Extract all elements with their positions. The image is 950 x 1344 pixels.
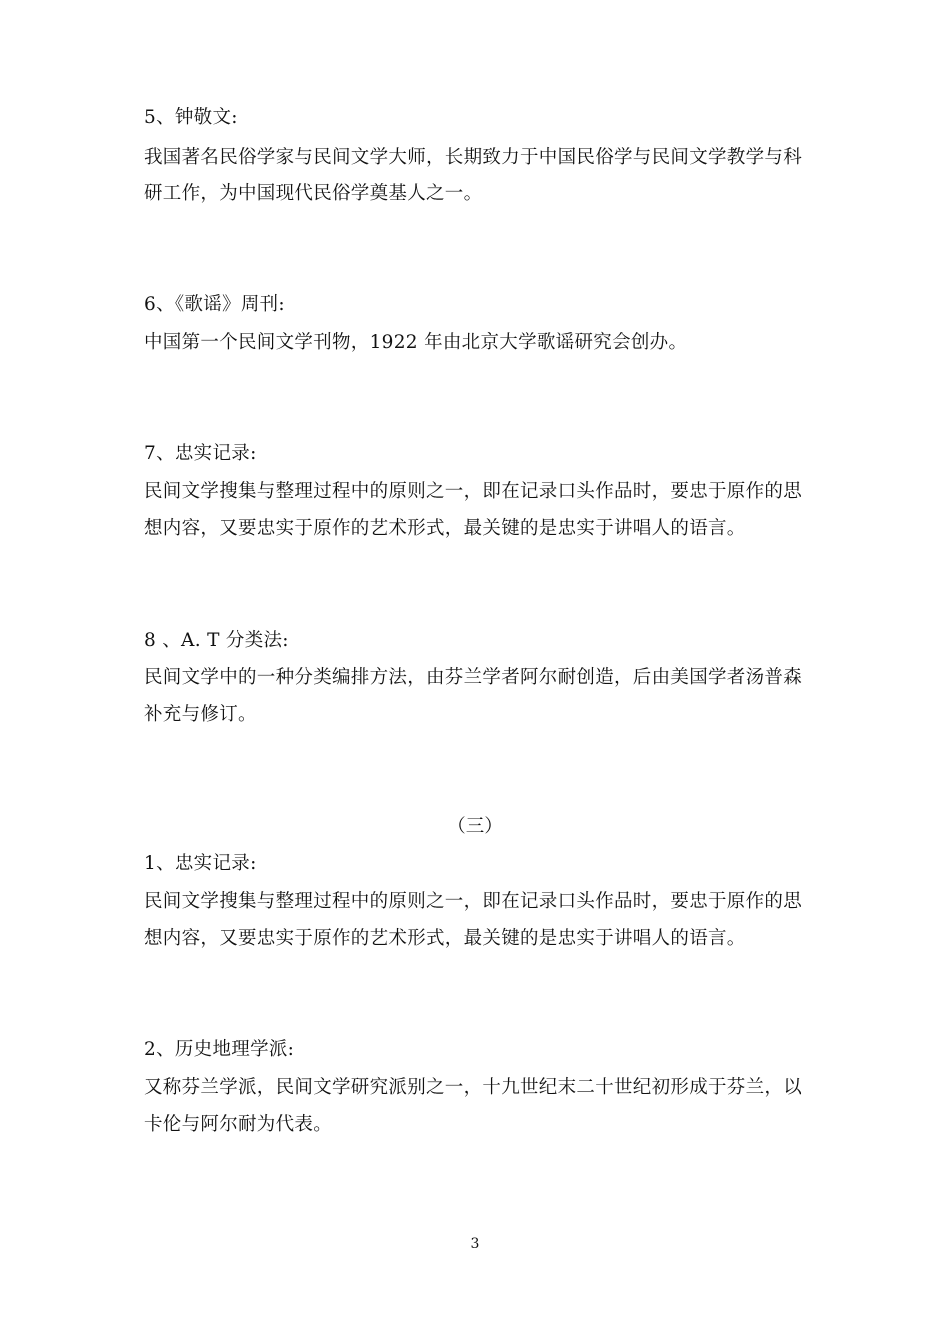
entry-text: 又称芬兰学派，民间文学研究派别之一，十九世纪末二十世纪初形成于芬兰，以 — [144, 1077, 803, 1098]
entry-text: 卡伦与阿尔耐为代表。 — [144, 1114, 333, 1135]
entry-text: 想内容，又要忠实于原作的艺术形式，最关键的是忠实于讲唱人的语言。 — [144, 928, 746, 949]
entry-text: 想内容，又要忠实于原作的艺术形式，最关键的是忠实于讲唱人的语言。 — [144, 518, 746, 539]
entry-heading: 1、忠实记录: — [144, 853, 257, 874]
entry-text: 民间文学中的一种分类编排方法，由芬兰学者阿尔耐创造，后由美国学者汤普森 — [144, 667, 803, 688]
entry-heading: 6、《歌谣》周刊: — [144, 294, 285, 315]
entry-heading: 5、钟敬文: — [144, 107, 238, 128]
entry-heading: 2、历史地理学派: — [144, 1039, 295, 1060]
entry-text: 民间文学搜集与整理过程中的原则之一，即在记录口头作品时，要忠于原作的思 — [144, 891, 803, 912]
entry-text: 中国第一个民间文学刊物，1922 年由北京大学歌谣研究会创办。 — [144, 332, 688, 353]
entry-text: 民间文学搜集与整理过程中的原则之一，即在记录口头作品时，要忠于原作的思 — [144, 481, 803, 502]
entry-text: 研工作，为中国现代民俗学奠基人之一。 — [144, 183, 483, 204]
entry-text: 补充与修订。 — [144, 704, 257, 725]
entry-text: 我国著名民俗学家与民间文学大师，长期致力于中国民俗学与民间文学教学与科 — [144, 147, 803, 168]
section-title: （三） — [447, 816, 503, 837]
page-number: 3 — [470, 1236, 480, 1252]
entry-heading: 8 、A. T 分类法: — [144, 630, 289, 651]
entry-heading: 7、忠实记录: — [144, 443, 257, 464]
